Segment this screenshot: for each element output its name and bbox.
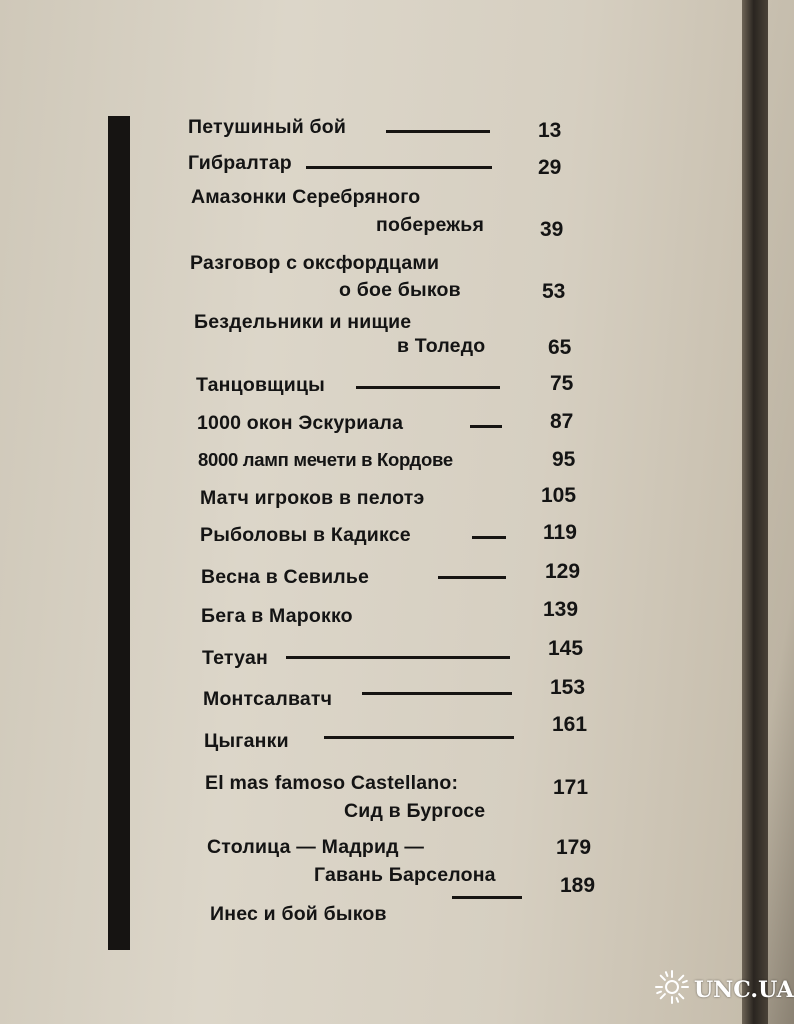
toc-entry-page: 75 [550,372,574,395]
toc-entry-page: 105 [541,484,577,507]
toc-entry-title-continued: побережья [376,214,485,236]
toc-entry-page: 145 [548,637,584,660]
leader-line [438,576,506,579]
toc-entry-page: 95 [552,448,576,471]
toc-entry-title: Петушиный бой [188,116,347,138]
toc-entry-title: Амазонки Серебряного [191,186,421,208]
toc-entry-title: Столица — Мадрид — [207,836,425,858]
toc-entry-title: Весна в Севилье [201,566,370,588]
toc-entry-title: Разговор с оксфордцами [190,252,440,274]
toc-entry-title: Матч игроков в пелотэ [200,487,425,509]
toc-entry-title: Инес и бой быков [210,903,387,925]
toc-entry-title: El mas famoso Castellano: [205,772,459,794]
watermark-text: UNC.UA [694,977,794,1003]
toc-entry-page: 65 [548,336,572,359]
leader-line [362,692,512,695]
toc-entry-title: 8000 ламп мечети в Кордове [198,449,453,470]
toc-entry-title: Цыганки [204,730,289,752]
toc-entry-title: Танцовщицы [196,374,326,396]
toc-entry-page: 171 [553,776,589,799]
toc-entry-page: 29 [538,156,562,179]
toc-entry-page: 129 [545,560,581,583]
leader-line [472,536,506,539]
toc-entry-page: 139 [543,598,579,621]
toc-entry-title: Монтсалватч [203,688,333,710]
toc-entry-page: 53 [542,280,566,303]
leader-line [452,896,522,899]
vertical-rule-bar [108,116,130,950]
leader-line [386,130,490,133]
toc-entry-title: Гибралтар [188,152,292,174]
leader-line [286,656,510,659]
book-spine-edge [742,0,768,1024]
leader-line [306,166,492,169]
leader-line [356,386,500,389]
toc-entry-title-continued: Гавань Барселона [314,864,496,886]
watermark [654,970,794,1010]
toc-entry-title-continued: Сид в Бургосе [344,800,486,822]
toc-entry-title: Тетуан [202,647,268,669]
toc-entry-page: 153 [550,676,586,699]
toc-entry-title: Рыболовы в Кадиксе [200,524,411,546]
leader-line [324,736,514,739]
toc-entry-title-continued: в Толедо [397,335,486,357]
toc-entry-page: 179 [556,836,592,859]
toc-entry-title: 1000 окон Эскуриала [197,412,404,434]
toc-entry-page: 13 [538,119,562,142]
toc-entry-page: 161 [552,713,588,736]
leader-line [470,425,502,428]
sunburst-logo-icon [654,969,694,1011]
toc-entry-page: 119 [543,521,577,544]
toc-entry-title: Бега в Марокко [201,605,353,627]
toc-entry-page: 39 [540,218,564,241]
toc-entry-title-continued: о бое быков [339,279,461,301]
toc-entry-page: 189 [560,874,596,897]
toc-entry-title: Бездельники и нищие [194,311,412,333]
toc-entry-page: 87 [550,410,574,433]
